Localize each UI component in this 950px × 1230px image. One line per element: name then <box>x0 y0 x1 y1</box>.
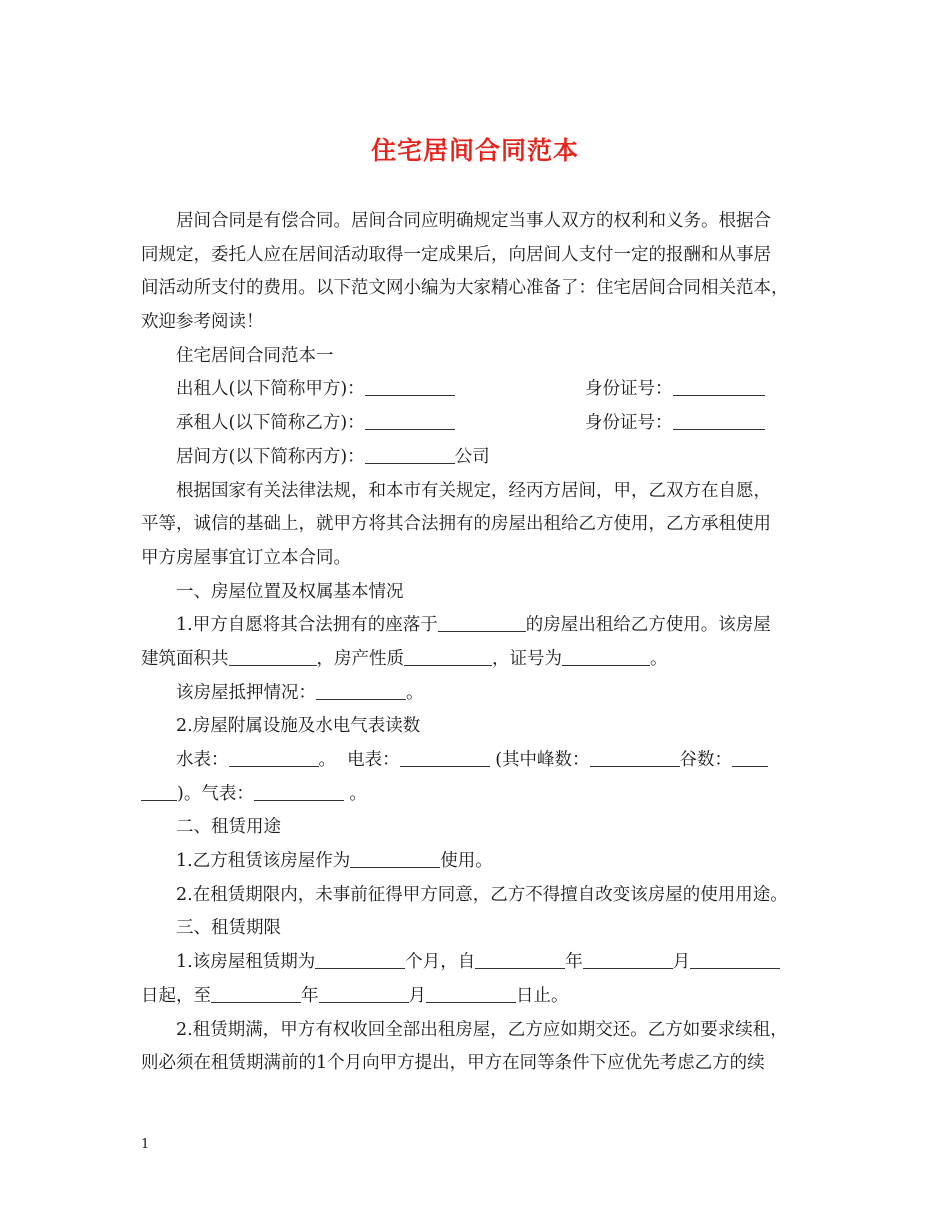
valley-label: 谷数： <box>679 750 733 770</box>
clause-line <box>141 980 813 1014</box>
page-number: 1 <box>141 1137 150 1152</box>
blank-field <box>141 782 177 801</box>
blank-field <box>315 950 405 969</box>
blank-field <box>365 411 455 430</box>
section-heading: 三、租赁期限 <box>176 918 281 939</box>
preamble-line: 平等，诚信的基础上，就甲方将其合法拥有的房屋出租给乙方使用，乙方承租使用 <box>141 514 771 535</box>
document-body <box>141 205 813 1081</box>
clause-text: 使用。 <box>440 851 493 872</box>
clause-line <box>141 609 813 643</box>
blank-field <box>690 950 780 969</box>
meter-line <box>141 778 813 812</box>
clause-line <box>141 946 813 980</box>
blank-field <box>319 984 409 1003</box>
clause-text: 个月，自 <box>405 952 476 973</box>
preamble-line: 甲方房屋事宜订立本合同。 <box>141 547 351 568</box>
blank-field <box>400 748 490 767</box>
lessee-label: 承租人(以下简称乙方)： <box>176 413 365 434</box>
clause-text: 年 <box>301 985 319 1006</box>
blank-field <box>365 377 455 396</box>
clause-line <box>141 643 813 677</box>
intro-line: 居间合同是有偿合同。居间合同应明确规定当事人双方的权利和义务。根据合 <box>176 211 771 231</box>
peak-label: (其中峰数： <box>495 750 590 770</box>
blank-field <box>404 647 492 666</box>
blank-field <box>438 613 526 632</box>
clause-text: )。 <box>177 783 202 804</box>
clause-line <box>141 845 813 879</box>
gas-label: 气表： <box>201 783 254 804</box>
clause-text: 日止。 <box>516 985 569 1006</box>
clause-text: ，证号为 <box>492 648 562 669</box>
clause-text: 。 <box>318 750 336 770</box>
section-heading: 二、租赁用途 <box>176 817 281 838</box>
water-label: 水表： <box>176 750 229 770</box>
blank-field <box>583 950 673 969</box>
lessor-row <box>141 373 813 407</box>
broker-label: 居间方(以下简称丙方)： <box>176 446 365 467</box>
clause-text: ，房产性质 <box>316 648 404 669</box>
blank-field <box>350 849 440 868</box>
blank-field <box>590 748 680 767</box>
clause-text: 月 <box>408 985 426 1006</box>
clause-line: 2.房屋附属设施及水电气表读数 <box>176 716 421 737</box>
clause-text: 。 <box>349 783 367 804</box>
clause-line: 2.在租赁期限内，未事前征得甲方同意，乙方不得擅自改变该房屋的使用用途。 <box>176 884 788 905</box>
blank-field <box>211 984 301 1003</box>
clause-text: 的房屋出租给乙方使用。该房屋 <box>525 615 771 636</box>
preamble-line: 根据国家有关法律法规，和本市有关规定，经丙方居间，甲，乙双方在自愿， <box>176 480 771 501</box>
blank-field <box>254 782 344 801</box>
clause-line: 2.租赁期满，甲方有权收回全部出租房屋，乙方应如期交还。乙方如要求续租， <box>176 1019 788 1040</box>
clause-text: 建筑面积共 <box>141 648 229 669</box>
clause-text: 月 <box>672 952 691 973</box>
clause-text: 1.甲方自愿将其合法拥有的座落于 <box>176 615 438 636</box>
clause-text: 日起，至 <box>141 985 211 1006</box>
meter-line <box>141 744 813 778</box>
clause-text: 年 <box>565 952 583 973</box>
blank-field <box>475 950 565 969</box>
blank-field <box>365 445 455 464</box>
clause-text: 。 <box>406 682 424 703</box>
lessee-row <box>141 407 813 441</box>
id-label: 身份证号： <box>585 379 673 400</box>
intro-line: 间活动所支付的费用。以下范文网小编为大家精心准备了：住宅居间合同相关范本， <box>141 278 789 299</box>
blank-field <box>673 411 765 430</box>
clause-line <box>141 677 813 711</box>
clause-text: 该房屋抵押情况： <box>176 682 316 703</box>
blank-field <box>426 984 516 1003</box>
lessor-label: 出租人(以下简称甲方)： <box>176 379 365 400</box>
intro-line: 同规定，委托人应在居间活动取得一定成果后，向居间人支付一定的报酬和从事居 <box>141 244 771 265</box>
broker-row <box>141 441 813 475</box>
blank-field <box>732 748 768 767</box>
electric-label: 电表： <box>347 750 400 770</box>
blank-field <box>229 748 319 767</box>
clause-text: 1.该房屋租赁期为 <box>176 952 316 973</box>
blank-field <box>562 647 650 666</box>
section-heading: 一、房屋位置及权属基本情况 <box>176 581 404 602</box>
sample-title: 住宅居间合同范本一 <box>176 345 334 366</box>
blank-field <box>316 681 406 700</box>
blank-field <box>229 647 317 666</box>
clause-line: 则必须在租赁期满前的1个月向甲方提出，甲方在同等条件下应优先考虑乙方的续 <box>141 1053 765 1074</box>
intro-line: 欢迎参考阅读！ <box>141 312 264 333</box>
clause-text: 1.乙方租赁该房屋作为 <box>176 851 351 872</box>
blank-field <box>673 377 765 396</box>
id-label: 身份证号： <box>585 413 673 434</box>
company-label: 公司 <box>454 446 490 467</box>
document-title: 住宅居间合同范本 <box>370 136 579 165</box>
clause-text: 。 <box>650 648 668 669</box>
